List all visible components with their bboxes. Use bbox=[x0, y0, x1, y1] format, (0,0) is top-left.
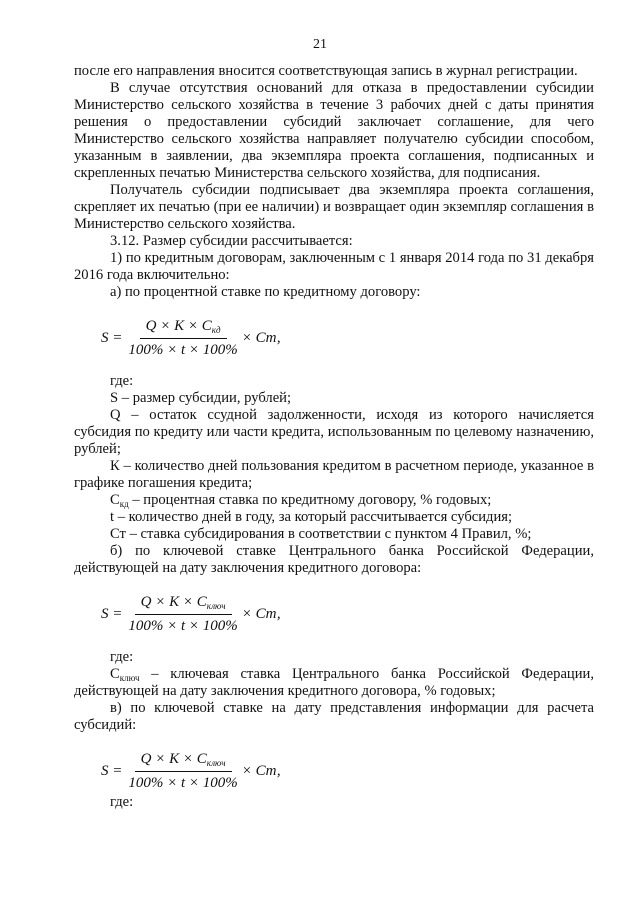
definition: S – размер субсидии, рублей; bbox=[110, 390, 292, 406]
definition: Ст – ставка субсидирования в соответствии с пунктом 4 Правил, %; bbox=[110, 526, 532, 542]
where-label: где: bbox=[110, 794, 134, 810]
formula-denominator: 100% × t × 100% bbox=[128, 341, 238, 358]
definition: К – количество дней пользования кредитом в расчетном периоде, указанное в графике погашения кредита; bbox=[74, 458, 594, 491]
formula-denominator: 100% × t × 100% bbox=[128, 774, 238, 791]
paragraph: а) по процентной ставке по кредитному договору: bbox=[110, 284, 421, 300]
section-heading: 3.12. Размер субсидии рассчитывается: bbox=[110, 233, 353, 249]
formula-numerator: $Q \times K \times C_{ключ}$ bbox=[135, 594, 232, 615]
formula-lhs: S = bbox=[101, 762, 123, 779]
definition: $С_{ключ}$ – ключевая ставка Центрального банка Российской Федерации, действующей на дату заключения кредитного договора, % годовых; bbox=[74, 666, 594, 699]
definition: Q – остаток ссудной задолженности, исходя из которого начисляется субсидия по кредиту или части кредита, использованным по целевому назначению, рублей; bbox=[74, 407, 594, 457]
formula-rhs: × Cт, bbox=[241, 762, 281, 779]
paragraph: после его направления вносится соответствующая запись в журнал регистрации. bbox=[74, 63, 578, 79]
formula-lhs: S = bbox=[101, 605, 123, 622]
formula-rhs: × Cт, bbox=[241, 329, 281, 346]
formula-numerator: $Q \times K \times C_{ключ}$ bbox=[135, 751, 232, 772]
formula-fraction bbox=[128, 751, 237, 792]
formula-numerator: $Q \times K \times C_{кд}$ bbox=[140, 318, 227, 339]
definition: $С_{кд}$ – процентная ставка по кредитному договору, % годовых; bbox=[110, 492, 492, 509]
formula-key-rate-report bbox=[74, 748, 594, 794]
where-label: где: bbox=[110, 649, 134, 665]
formula-denominator: 100% × t × 100% bbox=[128, 617, 238, 634]
paragraph: в) по ключевой ставке на дату представления информации для расчета субсидий: bbox=[74, 700, 594, 733]
formula-fraction bbox=[128, 318, 237, 359]
where-label: где: bbox=[110, 373, 134, 389]
paragraph: В случае отсутствия оснований для отказа в предоставлении субсидии Министерство сельского хозяйства в течение 3 рабочих дней с даты принятия решения о предоставлении субсидий заключает соглашение, для чего Министерство сельского хозяйства направляет получателю субсидии способом, указанным в заявлении, два экземпляра проекта соглашения, подписанных и скрепленных печатью Министерства сельского хозяйства, для подписания. bbox=[74, 80, 594, 181]
paragraph: Получатель субсидии подписывает два экземпляра проекта соглашения, скрепляет их печатью (при ее наличии) и возвращает один экземпляр соглашения в Министерство сельского хозяйства. bbox=[74, 182, 594, 232]
paragraph: 1) по кредитным договорам, заключенным с 1 января 2014 года по 31 декабря 2016 года включительно: bbox=[74, 250, 594, 283]
formula-lhs: S = bbox=[101, 329, 123, 346]
formula-fraction bbox=[128, 594, 237, 635]
document-body bbox=[74, 63, 594, 811]
definition: t – количество дней в году, за который рассчитывается субсидия; bbox=[110, 509, 513, 525]
paragraph: б) по ключевой ставке Центрального банка Российской Федерации, действующей на дату заключения кредитного договора: bbox=[74, 543, 594, 576]
formula-rhs: × Cт, bbox=[241, 605, 281, 622]
page-number: 21 bbox=[313, 37, 327, 52]
formula-key-rate-contract bbox=[74, 591, 594, 637]
formula-interest-rate bbox=[74, 315, 594, 361]
